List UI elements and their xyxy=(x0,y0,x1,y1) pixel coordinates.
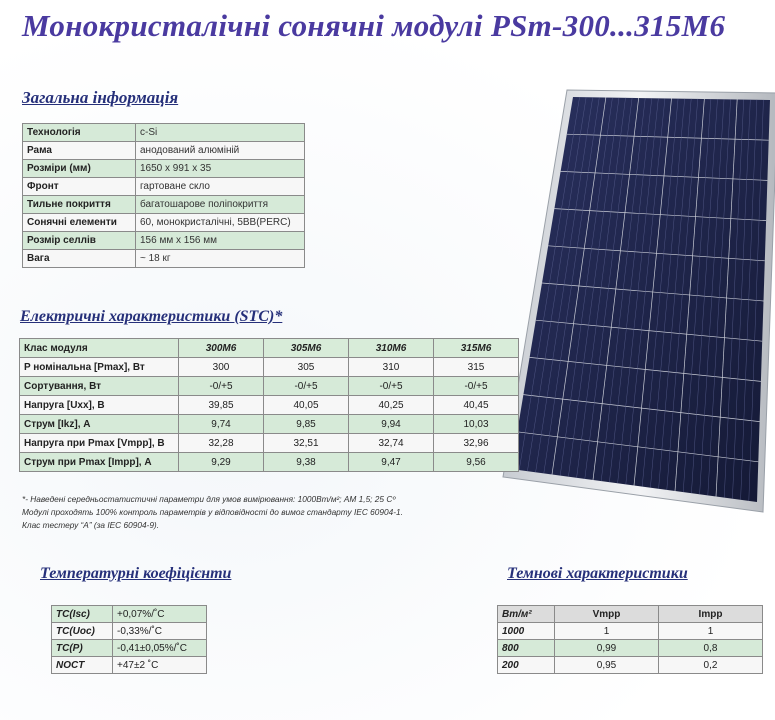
general-info-table xyxy=(22,123,305,268)
cell: -0/+5 xyxy=(349,377,434,396)
table-row xyxy=(52,623,207,640)
cell: -0/+5 xyxy=(179,377,264,396)
row-value: 60, монокристалічні, 5BB(PERC) xyxy=(136,214,305,232)
cell: 32,51 xyxy=(264,434,349,453)
electrical-table xyxy=(19,338,519,472)
header-cell: Impp xyxy=(659,606,763,623)
row-label: Струм при Pmax [Impp], А xyxy=(20,453,179,472)
cell: 315 xyxy=(434,358,519,377)
row-value: +47±2 ˚C xyxy=(113,657,207,674)
row-value: анодований алюміній xyxy=(136,142,305,160)
cell: 310 xyxy=(349,358,434,377)
cell: 1 xyxy=(555,623,659,640)
header-cell: 305M6 xyxy=(264,339,349,358)
cell: 0,95 xyxy=(555,657,659,674)
table-row xyxy=(498,657,763,674)
cell: 39,85 xyxy=(179,396,264,415)
header-cell: Vmpp xyxy=(555,606,659,623)
row-label: Тильне покриття xyxy=(23,196,136,214)
table-row xyxy=(23,232,305,250)
table-row xyxy=(52,640,207,657)
row-value: -0,33%/˚C xyxy=(113,623,207,640)
row-value: c-Si xyxy=(136,124,305,142)
table-row xyxy=(20,396,519,415)
footnote xyxy=(22,493,492,532)
table-row xyxy=(498,640,763,657)
row-value: 1650 х 991 х 35 xyxy=(136,160,305,178)
header-cell: 300M6 xyxy=(179,339,264,358)
row-value: -0,41±0,05%/˚C xyxy=(113,640,207,657)
table-row xyxy=(20,434,519,453)
cell: 10,03 xyxy=(434,415,519,434)
row-label: Сонячні елементи xyxy=(23,214,136,232)
table-row xyxy=(498,623,763,640)
footnote-line: Модулі проходять 100% контроль параметрів у відповідності до вимог стандарту IEC 60904-1. xyxy=(22,507,403,517)
cell: 9,29 xyxy=(179,453,264,472)
table-row xyxy=(23,196,305,214)
general-info-heading: Загальна інформація xyxy=(22,88,179,107)
table-row xyxy=(23,214,305,232)
row-label: 1000 xyxy=(498,623,555,640)
cell: 9,38 xyxy=(264,453,349,472)
table-row xyxy=(23,160,305,178)
row-label: Вага xyxy=(23,250,136,268)
row-label: Розмір селлів xyxy=(23,232,136,250)
cell: 40,45 xyxy=(434,396,519,415)
footnote-line: *- Наведені середньостатистичні параметри для умов вимірювання: 1000Вт/м²; АМ 1,5; 25 Cº xyxy=(22,494,396,504)
row-label: Розміри (мм) xyxy=(23,160,136,178)
row-label: TC(Uoc) xyxy=(52,623,113,640)
row-label: P номінальна [Pmax], Вт xyxy=(20,358,179,377)
row-label: Рама xyxy=(23,142,136,160)
cell: 300 xyxy=(179,358,264,377)
table-row xyxy=(52,606,207,623)
row-label: TC(P) xyxy=(52,640,113,657)
footnote-line: Клас тестеру “А” (за IEC 60904-9). xyxy=(22,520,159,530)
page-title: Монокристалічні сонячні модулі PSm-300...315M6 xyxy=(22,8,726,43)
cell: -0/+5 xyxy=(264,377,349,396)
cell: 305 xyxy=(264,358,349,377)
cell: 0,2 xyxy=(659,657,763,674)
table-row xyxy=(23,124,305,142)
cell: 9,56 xyxy=(434,453,519,472)
cell: 0,8 xyxy=(659,640,763,657)
row-label: Сортування, Вт xyxy=(20,377,179,396)
row-label: TC(Isc) xyxy=(52,606,113,623)
cell: 0,99 xyxy=(555,640,659,657)
electrical-heading: Електричні характеристики (STC)* xyxy=(20,308,283,325)
row-label: Напруга [Uxx], В xyxy=(20,396,179,415)
row-label: Напруга при Pmax [Vmpp], В xyxy=(20,434,179,453)
cell: 9,47 xyxy=(349,453,434,472)
row-label: 800 xyxy=(498,640,555,657)
cell: -0/+5 xyxy=(434,377,519,396)
solar-panel-image xyxy=(495,85,775,515)
table-row xyxy=(23,142,305,160)
cell: 32,96 xyxy=(434,434,519,453)
temperature-table xyxy=(51,605,207,674)
row-label: Фронт xyxy=(23,178,136,196)
dark-table xyxy=(497,605,763,674)
row-value: багатошарове поліпокриття xyxy=(136,196,305,214)
row-value: +0,07%/˚C xyxy=(113,606,207,623)
row-label: Технологія xyxy=(23,124,136,142)
table-row xyxy=(52,657,207,674)
row-label: Струм [Ikz], А xyxy=(20,415,179,434)
cell: 9,74 xyxy=(179,415,264,434)
table-row xyxy=(20,358,519,377)
panel-cells xyxy=(511,97,770,502)
table-header-row xyxy=(498,606,763,623)
table-row xyxy=(23,250,305,268)
cell: 40,25 xyxy=(349,396,434,415)
table-row xyxy=(20,377,519,396)
cell: 9,85 xyxy=(264,415,349,434)
cell: 9,94 xyxy=(349,415,434,434)
temperature-heading: Температурні коефіцієнти xyxy=(40,565,232,582)
header-cell: Вт/м² xyxy=(498,606,555,623)
row-value: гартоване скло xyxy=(136,178,305,196)
cell: 32,74 xyxy=(349,434,434,453)
cell: 32,28 xyxy=(179,434,264,453)
row-label: NOCT xyxy=(52,657,113,674)
row-label: 200 xyxy=(498,657,555,674)
table-row xyxy=(20,453,519,472)
cell: 1 xyxy=(659,623,763,640)
table-row xyxy=(23,178,305,196)
header-cell: 310M6 xyxy=(349,339,434,358)
table-row xyxy=(20,415,519,434)
header-cell: Клас модуля xyxy=(20,339,179,358)
dark-heading: Темнові характеристики xyxy=(507,565,688,582)
row-value: ~ 18 кг xyxy=(136,250,305,268)
table-header-row xyxy=(20,339,519,358)
row-value: 156 мм х 156 мм xyxy=(136,232,305,250)
header-cell: 315M6 xyxy=(434,339,519,358)
cell: 40,05 xyxy=(264,396,349,415)
